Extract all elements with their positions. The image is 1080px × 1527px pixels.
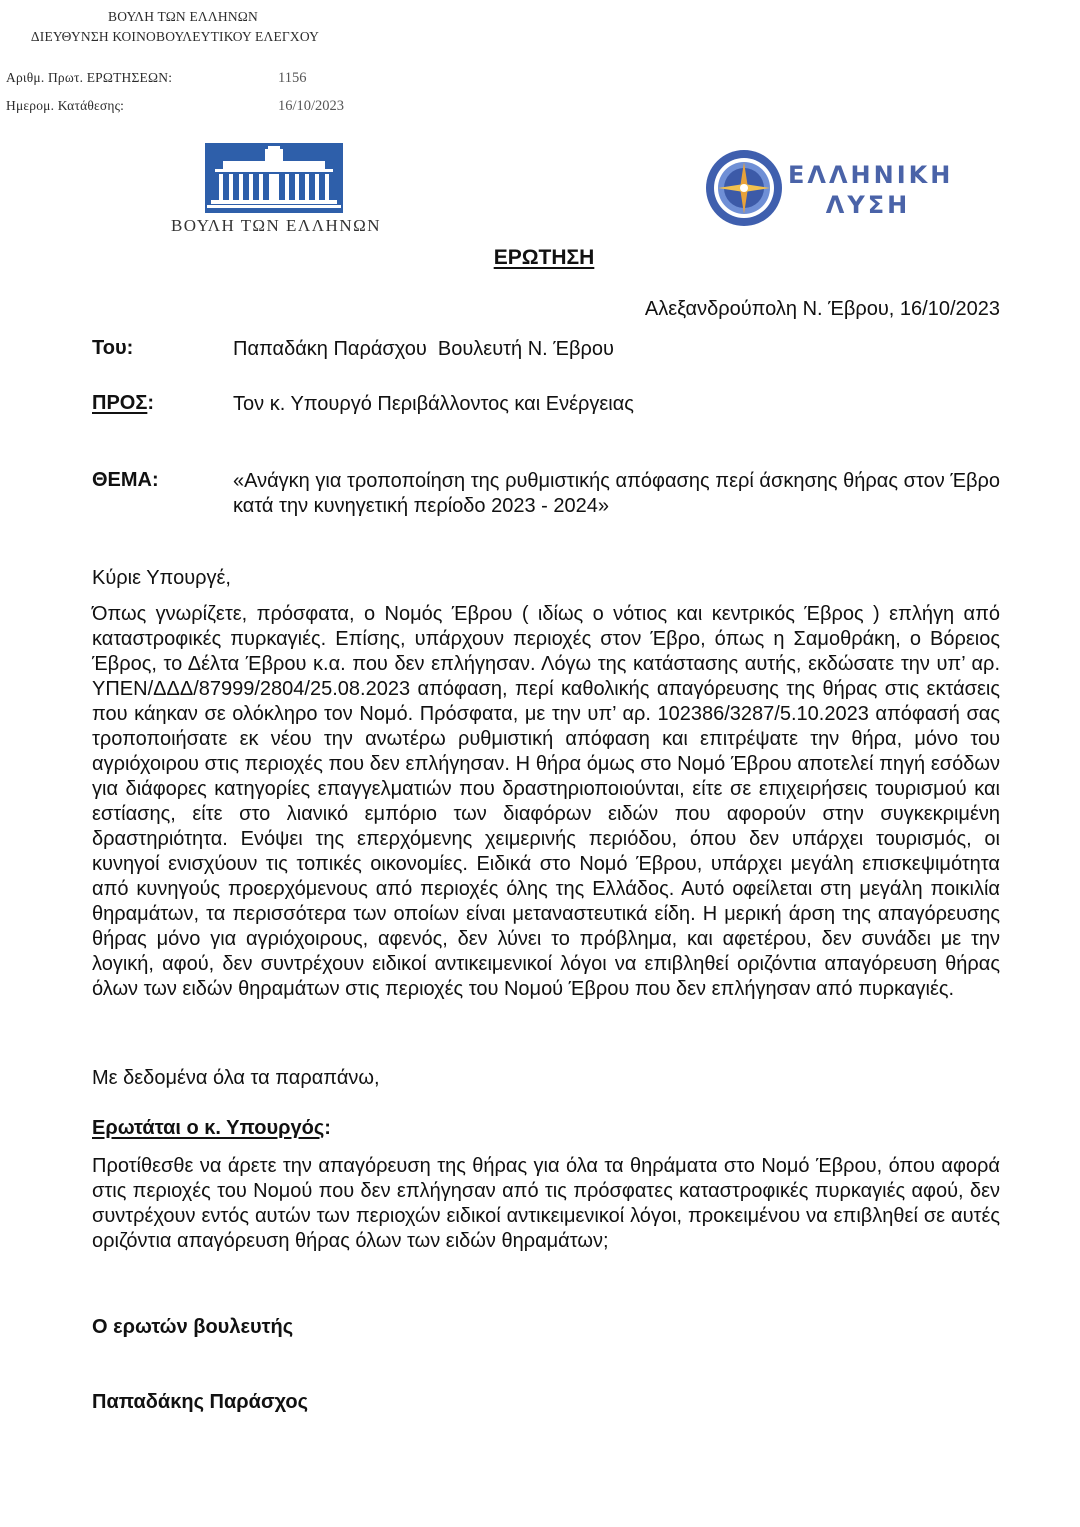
to-label-text: ΠΡΟΣ (92, 392, 148, 414)
body-paragraph: Όπως γνωρίζετε, πρόσφατα, ο Νομός Έβρου ( ιδίως ο νότιος και κεντρικός Έβρος ) επλήγη από καταστροφικές πυρκαγιές. Επίσης, υπάρχουν περιοχές στον Έβρο, όπως η Σαμοθράκη, ο Βόρειος Έβρος, το Δέλτα Έβρου κ.α. που δεν επλήγησαν. Λόγω της κατάστασης αυτής, εκδώσατε την υπ’ αρ. ΥΠΕΝ/ΔΔΔ/87999/2804/25.08.2023 απόφαση, περί καθολικής απαγόρευσης της θήρας στις εκτάσεις που κάηκαν σε ολόκληρο τον Νομό. Πρόσφατα, με την υπ’ αρ. 102386/3287/5.10.2023 απόφασή σας τροποποιήσατε εκ νέου την ανωτέρω ρυθμιστική απόφαση και επιτρέψατε την θήρα, μόνο του αγριόχοιρου στις περιοχές που δεν επλήγησαν. Η θήρα όμως στο Νομό Έβρου αποτελεί πηγή εσόδων για διάφορες κατηγορίες επαγγελματιών που δραστηριοποιούνται, είτε σε επιχειρήσεις τουρισμού και εστίασης, είτε στο λιανικό εμπόριο των διαφόρων ειδών που αφορούν στην συγκεκριμένη δραστηριότητα. Ενόψει της επερχόμενης χειμερινής περιόδου, όπου δεν υπάρχει τουρισμός, οι κυνηγοί ενισχύουν τις τοπικές οικονομίες. Ειδικά στο Νομό Έβρου, υπάρχει μεγάλη επισκεψιμότητα από κυνηγούς προερχόμενους από περιοχές όλης της Ελλάδος. Αυτό οφείλεται στη μεγάλη ποικιλία θηραμάτων, τα περισσότερα των οποίων είναι μεταναστευτικά είδη. Η μερική άρση της απαγόρευσης θήρας μόνο για αγριόχοιρους, αφενός, δεν λύνει το πρόβλημα, και αφετέρου, δεν συνάδει με την λογική, αφού, δεν συντρέχουν ειδικοί αντικειμενικοί λόγοι να επιβληθεί οριζόντια απαγόρευση θήρας όλων των ειδών θηραμάτων στις περιοχές του Νομού Έβρου που δεν επλήγησαν από πυρκαγιές. (92, 603, 1000, 1000)
question-heading-text: Ερωτάται ο κ. Υπουργός (92, 1117, 325, 1139)
org-department: ΔΙΕΥΘΥΝΣΗ ΚΟΙΝΟΒΟΥΛΕΥΤΙΚΟΥ ΕΛΕΓΧΟΥ (30, 29, 320, 44)
to-label (92, 392, 154, 415)
org-name: ΒΟΥΛΗ ΤΩΝ ΕΛΛΗΝΩΝ (108, 9, 258, 24)
to-value: Τον κ. Υπουργό Περιβάλλοντος και Ενέργειας (233, 393, 634, 415)
closing-line: Με δεδομένα όλα τα παραπάνω, (92, 1067, 380, 1089)
salutation: Κύριε Υπουργέ, (92, 567, 231, 589)
question-heading-colon: : (324, 1117, 331, 1139)
from-label: Του: (92, 337, 134, 359)
parliament-building-icon (205, 143, 343, 213)
filing-date-label: Ημερομ. Κατάθεσης: (6, 98, 125, 113)
subject-value: «Ανάγκη για τροποποίηση της ρυθμιστικής απόφασης περί άσκησης θήρας στον Έβρο κατά την κυνηγετική περίοδο 2023 - 2024» (233, 470, 1000, 517)
question-heading (92, 1117, 331, 1140)
place-date: Αλεξανδρούπολη Ν. Έβρου, 16/10/2023 (644, 298, 1000, 320)
subject-label: ΘΕΜΑ: (92, 469, 159, 491)
protocol-label: Αριθμ. Πρωτ. ΕΡΩΤΗΣΕΩΝ: (6, 70, 173, 85)
protocol-number: 1156 (278, 70, 307, 86)
party-name-line1: ΕΛΛΗΝΙΚΗ (788, 161, 954, 189)
to-label-colon: : (147, 392, 155, 414)
from-value: Παπαδάκη Παράσχου Βουλευτή Ν. Έβρου (233, 338, 614, 360)
signature-role: Ο ερωτών βουλευτής (92, 1316, 294, 1338)
parliament-logo-caption: ΒΟΥΛΗ ΤΩΝ ΕΛΛΗΝΩΝ (170, 216, 382, 235)
compass-icon (704, 148, 784, 228)
party-name-line2: ΛΥΣΗ (825, 191, 911, 219)
signature-name: Παπαδάκης Παράσχος (92, 1391, 309, 1413)
question-text: Προτίθεσθε να άρετε την απαγόρευση της θήρας για όλα τα θηράματα στο Νομό Έβρου, όπου αφορά στις περιοχές του Νομού που δεν επλήγησαν από τις πρόσφατες καταστροφικές πυρκαγιές αφού, δεν συντρέχουν εντός αυτών των περιοχών ειδικοί αντικειμενικοί λόγοι, προκειμένου να επιβληθεί σε αυτές οριζόντια απαγόρευση θήρας όλων των ειδών θηραμάτων; (92, 1155, 1000, 1252)
document-title: ΕΡΩΤΗΣΗ (493, 246, 595, 269)
filing-date: 16/10/2023 (278, 98, 345, 114)
party-logo-text (788, 160, 954, 220)
